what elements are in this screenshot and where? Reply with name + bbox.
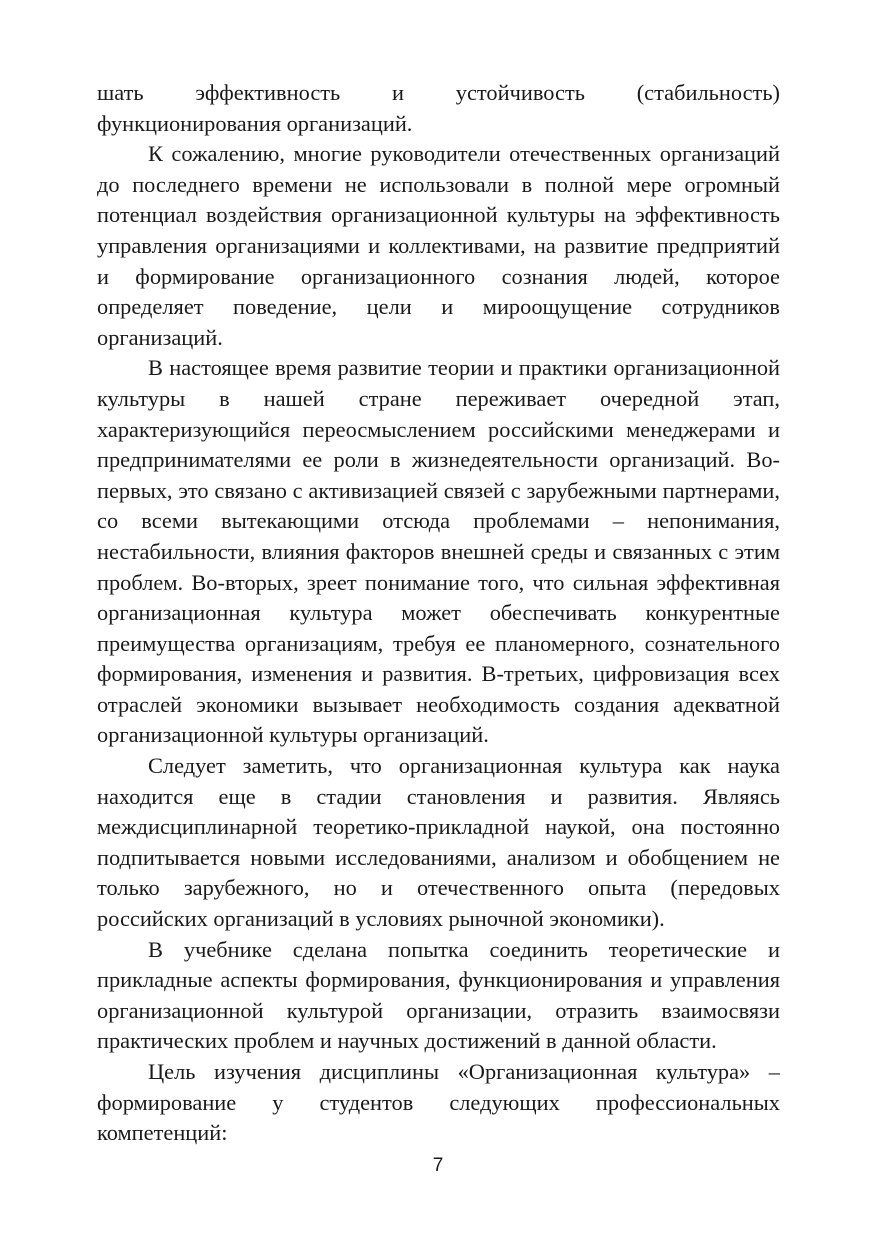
paragraph-present-time: В настоящее время развитие теории и практики организационной культуры в нашей стране переживает очередной этап, характеризующийся переосмыслением российскими менеджерами и предпринимателями ее роли в жизнедеятельности организаций. Во-первых, это связано с активизацией связей с зарубежными партнерами, со всеми вытекающими отсюда проблемами – непонимания, нестабильности, влияния факторов внешней среды и связанных с этим проблем. Во-вторых, зреет понимание того, что сильная эффективная организационная культура может обеспечивать конкурентные преимущества организациям, требуя ее планомерного, сознательного формирования, изменения и развития. В-третьих, цифровизация всех отраслей экономики вызывает необходимость создания адекватной организационной культуры организаций. [97,355,780,748]
paragraph-discipline-goal: Цель изучения дисциплины «Организационная культура» – формирование у студентов следующих профессиональных компетенций: [97,1059,780,1146]
paragraph-textbook-aim: В учебнике сделана попытка соединить теоретические и прикладные аспекты формирования, функционирования и управления организационной культурой организации, отразить взаимосвязи практических проблем и научных достижений в данной области. [97,936,780,1054]
paragraph-science-stage: Следует заметить, что организационная культура как наука находится еще в стадии становления и развития. Являясь междисциплинарной теоретико-прикладной наукой, она постоянно подпитывается новыми исследованиями, анализом и обобщением не только зарубежного, но и отечественного опыта (передовых российских организаций в условиях рыночной экономики). [97,753,780,932]
paragraph-regret: К сожалению, многие руководители отечественных организаций до последнего времени не использовали в полной мере огромный потенциал воздействия организационной культуры на эффективность управления организациями и коллективами, на развитие предприятий и формирование организационного сознания людей, которое определяет поведение, цели и мироощущение сотрудников организаций. [97,141,780,350]
paragraph-continuation: шать эффективность и устойчивость (стабильность) функционирования организаций. [97,80,780,136]
page-number: 7 [432,1155,444,1176]
page-body [97,78,780,1149]
